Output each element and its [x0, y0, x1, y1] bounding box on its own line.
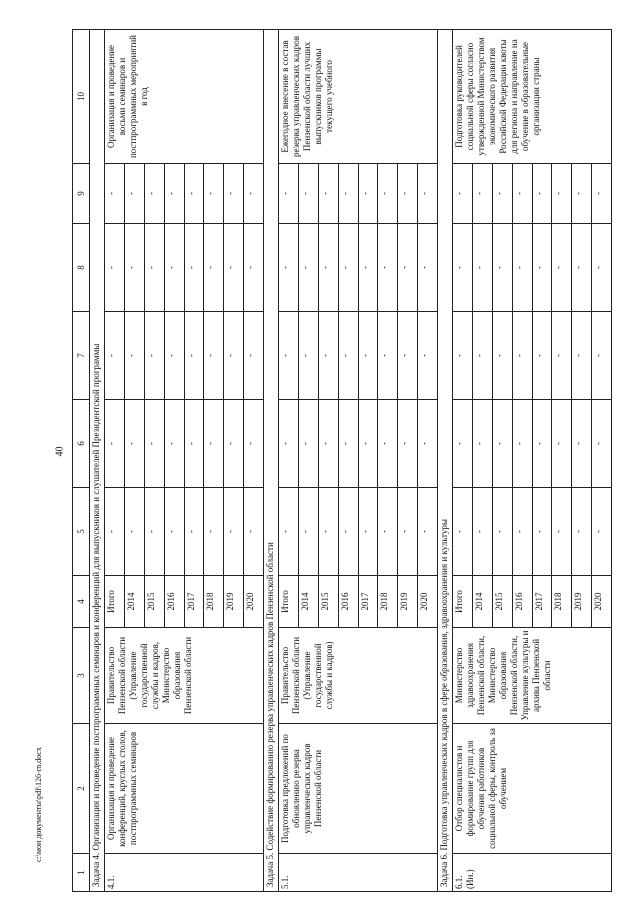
- year-cell: 2019: [572, 576, 592, 628]
- value-cell: -: [453, 164, 473, 224]
- column-header-4: 4: [73, 576, 90, 628]
- item-executor: Правительство Пензенской области (Управление государственной службы и кадров, Министерство образования Пензенской области: [105, 628, 264, 724]
- value-cell: -: [204, 400, 224, 488]
- column-header-9: 9: [73, 164, 90, 224]
- value-cell: -: [552, 488, 572, 576]
- table-row: [453, 30, 473, 892]
- value-cell: -: [144, 400, 164, 488]
- value-cell: -: [552, 224, 572, 312]
- task-row: [264, 30, 279, 892]
- value-cell: -: [358, 224, 378, 312]
- value-cell: -: [184, 488, 204, 576]
- value-cell: -: [279, 312, 299, 400]
- value-cell: -: [184, 312, 204, 400]
- value-cell: -: [318, 224, 338, 312]
- year-cell: 2016: [512, 576, 532, 628]
- year-cell: 2018: [378, 576, 398, 628]
- table-row: [105, 30, 125, 892]
- year-cell: 2019: [224, 576, 244, 628]
- value-cell: -: [512, 312, 532, 400]
- value-cell: -: [279, 488, 299, 576]
- value-cell: -: [244, 164, 264, 224]
- value-cell: -: [124, 400, 144, 488]
- value-cell: -: [512, 224, 532, 312]
- year-cell: 2020: [592, 576, 612, 628]
- value-cell: -: [164, 488, 184, 576]
- value-cell: -: [224, 224, 244, 312]
- column-header-6: 6: [73, 400, 90, 488]
- value-cell: -: [472, 312, 492, 400]
- year-cell: 2015: [318, 576, 338, 628]
- value-cell: -: [358, 312, 378, 400]
- header-row: [73, 30, 90, 892]
- value-cell: -: [358, 164, 378, 224]
- value-cell: -: [358, 400, 378, 488]
- year-cell: 2015: [492, 576, 512, 628]
- value-cell: -: [298, 312, 318, 400]
- year-cell: 2014: [124, 576, 144, 628]
- value-cell: -: [592, 488, 612, 576]
- value-cell: -: [105, 400, 125, 488]
- column-header-10: 10: [73, 30, 90, 164]
- value-cell: -: [378, 400, 398, 488]
- value-cell: -: [532, 164, 552, 224]
- value-cell: -: [512, 400, 532, 488]
- year-cell: 2014: [472, 576, 492, 628]
- value-cell: -: [552, 312, 572, 400]
- item-result: Ежегодное внесение в состав резерва управленческих кадров Пензенской области лучших выпускников программы текущего учебного: [279, 30, 438, 164]
- table-row: [279, 30, 299, 892]
- value-cell: -: [244, 224, 264, 312]
- value-cell: -: [492, 400, 512, 488]
- value-cell: -: [492, 312, 512, 400]
- value-cell: -: [453, 312, 473, 400]
- value-cell: -: [338, 400, 358, 488]
- item-executor: Министерство здравоохранения Пензенской области, Министерство образования Пензенской области, Управление культуры и архива Пензенской области: [453, 628, 612, 724]
- value-cell: -: [184, 400, 204, 488]
- value-cell: -: [124, 488, 144, 576]
- column-header-1: 1: [73, 854, 90, 892]
- program-table: [72, 29, 612, 892]
- year-cell: 2014: [298, 576, 318, 628]
- value-cell: -: [592, 224, 612, 312]
- value-cell: -: [184, 224, 204, 312]
- item-number: 6.1. (Ин.): [453, 854, 612, 892]
- value-cell: -: [418, 164, 438, 224]
- value-cell: -: [105, 488, 125, 576]
- task-title: Задача 5. Содействие формированию резерва управленческих кадров Пензенской области: [264, 30, 279, 892]
- column-header-5: 5: [73, 488, 90, 576]
- item-result: Подготовка руководителей социальной сферы согласно утвержденной Министерством экономического развития Российской Федерации квоты для региона и направление на обучение в образовательные организации страны: [453, 30, 612, 164]
- value-cell: -: [398, 400, 418, 488]
- year-cell: 2020: [418, 576, 438, 628]
- value-cell: -: [164, 312, 184, 400]
- value-cell: -: [124, 164, 144, 224]
- value-cell: -: [512, 488, 532, 576]
- task-title: Задача 6. Подготовка управленческих кадров в сфере образования, здравоохранения и культуры: [438, 30, 453, 892]
- value-cell: -: [532, 400, 552, 488]
- column-header-2: 2: [73, 724, 90, 854]
- value-cell: -: [492, 224, 512, 312]
- value-cell: -: [453, 400, 473, 488]
- value-cell: -: [453, 224, 473, 312]
- value-cell: -: [572, 164, 592, 224]
- year-cell: 2016: [164, 576, 184, 628]
- value-cell: -: [572, 224, 592, 312]
- value-cell: -: [552, 400, 572, 488]
- task-title: Задача 4. Организация и проведение постпрограммных семинаров и конференций для выпускников и слушателей Президентской программы: [90, 30, 105, 892]
- value-cell: -: [279, 224, 299, 312]
- value-cell: -: [532, 488, 552, 576]
- item-activity: Отбор специалистов и формирование групп для обучения работников социальной сферы, контроль за обучением: [453, 724, 612, 854]
- value-cell: -: [105, 164, 125, 224]
- value-cell: -: [453, 488, 473, 576]
- value-cell: -: [224, 312, 244, 400]
- value-cell: -: [358, 488, 378, 576]
- value-cell: -: [105, 312, 125, 400]
- value-cell: -: [144, 488, 164, 576]
- value-cell: -: [572, 488, 592, 576]
- value-cell: -: [592, 312, 612, 400]
- value-cell: -: [224, 488, 244, 576]
- value-cell: -: [164, 224, 184, 312]
- value-cell: -: [298, 400, 318, 488]
- value-cell: -: [338, 312, 358, 400]
- value-cell: -: [418, 400, 438, 488]
- value-cell: -: [592, 400, 612, 488]
- value-cell: -: [338, 224, 358, 312]
- rotated-table-page: [72, 30, 612, 892]
- year-cell: 2018: [552, 576, 572, 628]
- value-cell: -: [338, 488, 358, 576]
- item-activity: Организация и проведение конференций, круглых столов, постпрограммных семинаров: [105, 724, 264, 854]
- value-cell: -: [204, 312, 224, 400]
- item-activity: Подготовка предложений по обновлению резерва управленческих кадров Пензенской области: [279, 724, 438, 854]
- year-cell: Итого: [105, 576, 125, 628]
- value-cell: -: [144, 164, 164, 224]
- value-cell: -: [224, 400, 244, 488]
- value-cell: -: [472, 488, 492, 576]
- value-cell: -: [418, 312, 438, 400]
- year-cell: 2019: [398, 576, 418, 628]
- value-cell: -: [298, 224, 318, 312]
- value-cell: -: [572, 400, 592, 488]
- value-cell: -: [244, 488, 264, 576]
- value-cell: -: [124, 224, 144, 312]
- value-cell: -: [164, 164, 184, 224]
- value-cell: -: [298, 488, 318, 576]
- value-cell: -: [378, 224, 398, 312]
- year-cell: 2016: [338, 576, 358, 628]
- value-cell: -: [318, 488, 338, 576]
- value-cell: -: [378, 312, 398, 400]
- value-cell: -: [204, 224, 224, 312]
- value-cell: -: [338, 164, 358, 224]
- year-cell: 2015: [144, 576, 164, 628]
- year-cell: Итого: [279, 576, 299, 628]
- value-cell: -: [492, 488, 512, 576]
- year-cell: Итого: [453, 576, 473, 628]
- value-cell: -: [298, 164, 318, 224]
- value-cell: -: [572, 312, 592, 400]
- value-cell: -: [492, 164, 512, 224]
- footer-path: c:\мои документы\pdf\126-rn.docx: [34, 747, 43, 862]
- value-cell: -: [244, 400, 264, 488]
- item-result: Организация и проведение восьми семинаров и постпрограммных мероприятий в год: [105, 30, 264, 164]
- task-row: [438, 30, 453, 892]
- value-cell: -: [144, 224, 164, 312]
- column-header-3: 3: [73, 628, 90, 724]
- value-cell: -: [279, 400, 299, 488]
- value-cell: -: [512, 164, 532, 224]
- value-cell: -: [378, 488, 398, 576]
- value-cell: -: [279, 164, 299, 224]
- page-number: 40: [54, 446, 66, 457]
- value-cell: -: [378, 164, 398, 224]
- value-cell: -: [398, 488, 418, 576]
- value-cell: -: [472, 224, 492, 312]
- value-cell: -: [204, 164, 224, 224]
- value-cell: -: [318, 312, 338, 400]
- column-header-8: 8: [73, 224, 90, 312]
- value-cell: -: [472, 400, 492, 488]
- value-cell: -: [105, 224, 125, 312]
- value-cell: -: [184, 164, 204, 224]
- item-number: 4.1.: [105, 854, 264, 892]
- year-cell: 2020: [244, 576, 264, 628]
- item-number: 5.1.: [279, 854, 438, 892]
- value-cell: -: [318, 164, 338, 224]
- value-cell: -: [472, 164, 492, 224]
- column-header-7: 7: [73, 312, 90, 400]
- value-cell: -: [124, 312, 144, 400]
- value-cell: -: [144, 312, 164, 400]
- value-cell: -: [592, 164, 612, 224]
- value-cell: -: [398, 164, 418, 224]
- year-cell: 2017: [532, 576, 552, 628]
- value-cell: -: [204, 488, 224, 576]
- value-cell: -: [224, 164, 244, 224]
- value-cell: -: [244, 312, 264, 400]
- value-cell: -: [398, 224, 418, 312]
- item-executor: Правительство Пензенской области (Управление государственной службы и кадров): [279, 628, 438, 724]
- value-cell: -: [318, 400, 338, 488]
- value-cell: -: [398, 312, 418, 400]
- year-cell: 2017: [184, 576, 204, 628]
- value-cell: -: [418, 224, 438, 312]
- value-cell: -: [164, 400, 184, 488]
- value-cell: -: [418, 488, 438, 576]
- value-cell: -: [532, 312, 552, 400]
- task-row: [90, 30, 105, 892]
- value-cell: -: [552, 164, 572, 224]
- year-cell: 2017: [358, 576, 378, 628]
- value-cell: -: [532, 224, 552, 312]
- year-cell: 2018: [204, 576, 224, 628]
